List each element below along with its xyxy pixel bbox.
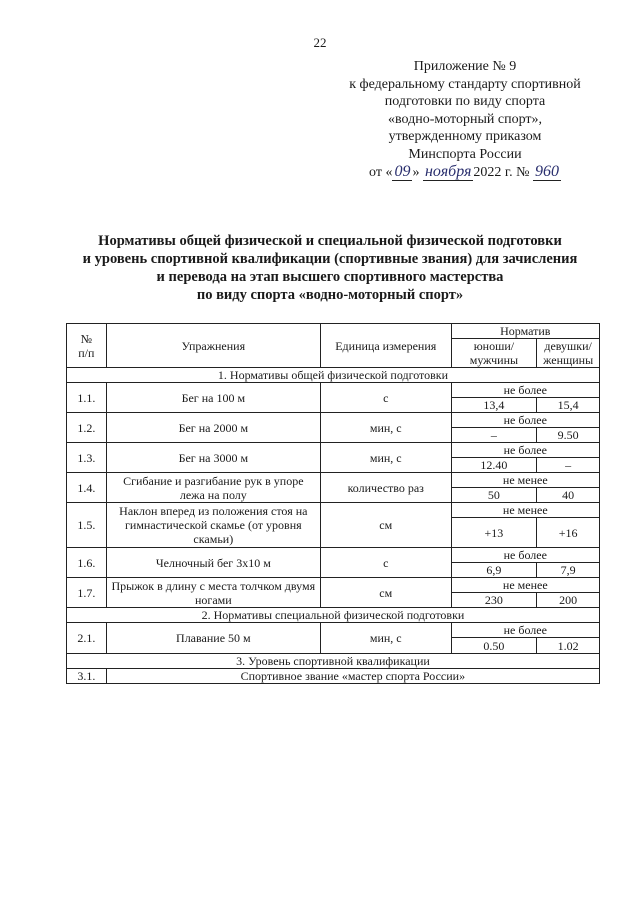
order-month-handwritten: ноября bbox=[424, 163, 472, 180]
row-male-value: 50 bbox=[451, 488, 537, 503]
row-num: 1.2. bbox=[67, 413, 107, 443]
appendix-line: Минспорта России bbox=[408, 146, 522, 162]
row-condition: не более bbox=[451, 383, 599, 398]
row-female-value: 7,9 bbox=[537, 563, 600, 578]
title-line: и перевода на этап высшего спортивного мастерства bbox=[156, 269, 504, 285]
row-exercise: Бег на 2000 м bbox=[106, 413, 320, 443]
appendix-line: «водно-моторный спорт», bbox=[387, 111, 543, 127]
row-male-value: 12.40 bbox=[451, 458, 537, 473]
section-heading: 1. Нормативы общей физической подготовки bbox=[67, 368, 600, 383]
row-female-value: – bbox=[537, 458, 600, 473]
header-male: юноши/ мужчины bbox=[451, 339, 537, 368]
row-unit: см bbox=[320, 503, 451, 548]
row-condition: не менее bbox=[451, 503, 599, 518]
header-female: девушки/ женщины bbox=[537, 339, 600, 368]
row-male-value: – bbox=[451, 428, 537, 443]
row-male-value: +13 bbox=[451, 518, 537, 548]
section-heading: 2. Нормативы специальной физической подготовки bbox=[67, 608, 600, 623]
row-female-value: +16 bbox=[537, 518, 600, 548]
row-num: 1.7. bbox=[67, 578, 107, 608]
row-exercise: Сгибание и разгибание рук в упоре лежа на полу bbox=[106, 473, 320, 503]
row-exercise: Прыжок в длину с места толчком двумя ногами bbox=[106, 578, 320, 608]
row-condition: не менее bbox=[451, 578, 599, 593]
row-unit: мин, с bbox=[320, 623, 451, 654]
row-condition: не более bbox=[451, 413, 599, 428]
row-num: 1.6. bbox=[67, 548, 107, 578]
row-condition: не более bbox=[451, 623, 599, 638]
row-unit: мин, с bbox=[320, 443, 451, 473]
title-line: по виду спорта «водно-моторный спорт» bbox=[196, 287, 464, 303]
order-number-handwritten: 960 bbox=[534, 163, 559, 180]
row-female-value: 1.02 bbox=[537, 638, 600, 654]
row-female-value: 200 bbox=[537, 593, 600, 608]
norms-table bbox=[66, 323, 600, 684]
row-unit: см bbox=[320, 578, 451, 608]
row-num: 1.3. bbox=[67, 443, 107, 473]
row-num: 1.4. bbox=[67, 473, 107, 503]
row-condition: не более bbox=[451, 548, 599, 563]
row-num: 3.1. bbox=[67, 669, 107, 684]
row-condition: не более bbox=[451, 443, 599, 458]
section-heading: 3. Уровень спортивной квалификации bbox=[67, 654, 600, 669]
header-num: № п/п bbox=[67, 324, 107, 368]
row-condition: не менее bbox=[451, 473, 599, 488]
appendix-line: подготовки по виду спорта bbox=[384, 94, 546, 109]
row-unit: с bbox=[320, 548, 451, 578]
row-num: 2.1. bbox=[67, 623, 107, 654]
row-unit: количество раз bbox=[320, 473, 451, 503]
row-female-value: 9.50 bbox=[537, 428, 600, 443]
row-num: 1.1. bbox=[67, 383, 107, 413]
order-date-prefix: от « bbox=[369, 165, 393, 180]
row-unit: с bbox=[320, 383, 451, 413]
document-title bbox=[60, 232, 600, 304]
row-exercise: Бег на 100 м bbox=[106, 383, 320, 413]
row-exercise: Бег на 3000 м bbox=[106, 443, 320, 473]
row-female-value: 15,4 bbox=[537, 398, 600, 413]
row-male-value: 230 bbox=[451, 593, 537, 608]
header-unit: Единица измерения bbox=[320, 324, 451, 368]
appendix-block bbox=[330, 58, 600, 182]
qualification-text: Спортивное звание «мастер спорта России» bbox=[106, 669, 599, 684]
order-date-line bbox=[330, 163, 600, 182]
page-number: 22 bbox=[313, 35, 327, 50]
row-unit: мин, с bbox=[320, 413, 451, 443]
row-num: 1.5. bbox=[67, 503, 107, 548]
row-exercise: Плавание 50 м bbox=[106, 623, 320, 654]
row-exercise: Челночный бег 3х10 м bbox=[106, 548, 320, 578]
order-date-quote: » bbox=[412, 165, 420, 180]
row-male-value: 6,9 bbox=[451, 563, 537, 578]
order-day-handwritten: 09 bbox=[394, 163, 411, 180]
title-line: и уровень спортивной квалификации (спортивные звания) для зачисления bbox=[82, 251, 578, 267]
row-male-value: 13,4 bbox=[451, 398, 537, 413]
title-line: Нормативы общей физической и специальной физической подготовки bbox=[98, 233, 562, 249]
appendix-line: к федеральному стандарту спортивной bbox=[349, 76, 581, 92]
header-norm: Норматив bbox=[451, 324, 599, 339]
order-year-text: 2022 г. № bbox=[473, 165, 530, 180]
row-male-value: 0.50 bbox=[451, 638, 537, 654]
row-female-value: 40 bbox=[537, 488, 600, 503]
row-exercise: Наклон вперед из положения стоя на гимнастической скамье (от уровня скамьи) bbox=[106, 503, 320, 548]
header-exercise: Упражнения bbox=[106, 324, 320, 368]
appendix-line: утвержденному приказом bbox=[388, 129, 542, 144]
appendix-line: Приложение № 9 bbox=[413, 59, 517, 74]
